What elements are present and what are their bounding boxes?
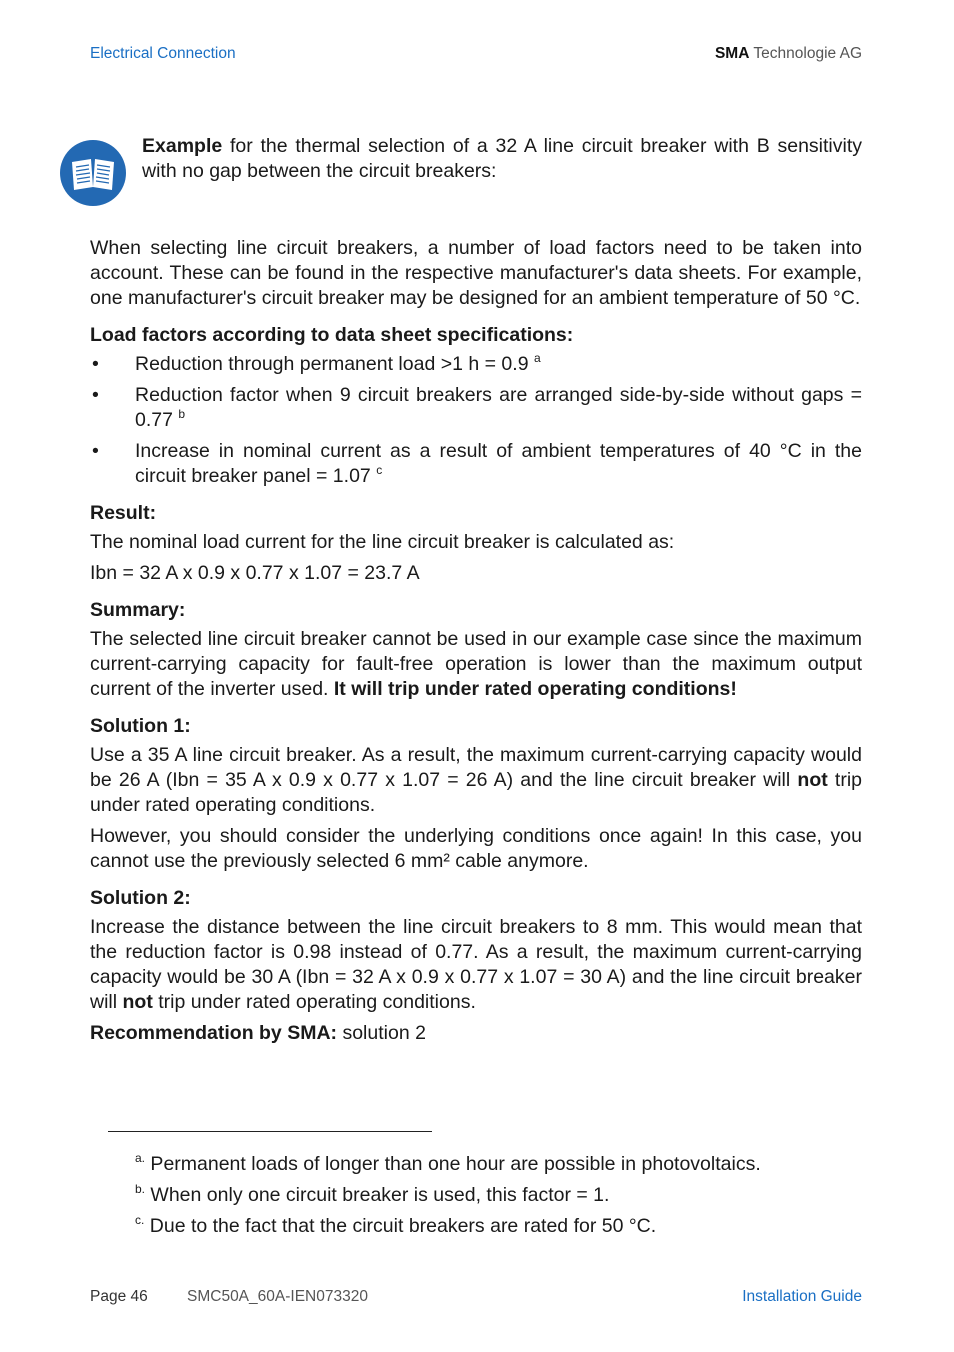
solution1-body: Use a 35 A line circuit breaker. As a result, the maximum current-carrying capacity would be 26 A (Ibn = 35 A x 0.9 x 0.77 x 1.07 = 26 A) and the line circuit breaker will <box>90 744 862 791</box>
result-text: The nominal load current for the line circuit breaker is calculated as: <box>90 531 675 553</box>
bullet: • <box>92 384 99 406</box>
book-icon <box>60 140 126 206</box>
footnote-divider <box>108 1131 432 1132</box>
footnote-ref: c <box>376 463 383 477</box>
solution2-tail: trip under rated operating conditions. <box>152 991 476 1013</box>
solution1-note: However, you should consider the underlying conditions once again! In this case, you cannot use the previously selected 6 mm² cable anymore. <box>90 825 862 872</box>
solution2-not: not <box>122 991 153 1013</box>
example-text: for the thermal selection of a 32 A line circuit breaker with B sensitivity with no gap between the circuit breakers: <box>142 135 862 182</box>
footnote-mark: a. <box>135 1151 146 1165</box>
header-company <box>715 45 862 63</box>
list-item-text: Reduction through permanent load >1 h = 0.9 <box>135 353 534 375</box>
footnote <box>135 1152 862 1177</box>
example-note <box>142 134 862 184</box>
solution1-text <box>90 743 862 818</box>
footnote-ref: b <box>178 407 186 421</box>
footnote-text: Permanent loads of longer than one hour are possible in photovoltaics. <box>145 1153 761 1175</box>
footnote <box>135 1183 862 1208</box>
footnote <box>135 1214 862 1239</box>
footnote-mark: b. <box>135 1182 146 1196</box>
footnotes <box>135 1152 862 1245</box>
footnote-text: When only one circuit breaker is used, this factor = 1. <box>145 1184 610 1206</box>
list-item-text: Reduction factor when 9 circuit breakers are arranged side-by-side without gaps = 0.77 <box>135 384 862 431</box>
solution1-not: not <box>797 769 828 791</box>
result-heading: Result: <box>90 502 157 524</box>
header-section: Electrical Connection <box>90 45 236 62</box>
solution1-tail: trip under rated operating conditions. <box>90 769 862 816</box>
result-formula: Ibn = 32 A x 0.9 x 0.77 x 1.07 = 23.7 A <box>90 562 420 584</box>
list-item <box>90 383 862 433</box>
bullet: • <box>92 440 99 462</box>
summary-heading: Summary: <box>90 599 186 621</box>
guide-title: Installation Guide <box>742 1288 862 1305</box>
summary-body: The selected line circuit breaker cannot be used in our example case since the maximum current-carrying capacity for fault-free operation is lower than the maximum output current of the inverter used. <box>90 628 862 700</box>
footnote-ref: a <box>533 351 541 365</box>
main-content <box>90 236 862 1052</box>
list-item <box>90 352 862 377</box>
recommendation-value: solution 2 <box>337 1022 426 1044</box>
header-company-name: Technologie AG <box>753 45 862 62</box>
solution2-heading: Solution 2: <box>90 887 191 909</box>
load-factors-heading: Load factors according to data sheet specifications: <box>90 324 574 346</box>
document-id: SMC50A_60A-IEN073320 <box>187 1288 368 1305</box>
summary-emphasis: It will trip under rated operating conditions! <box>333 678 737 700</box>
solution2-text <box>90 915 862 1015</box>
load-factors-list <box>90 352 862 489</box>
summary-text <box>90 627 862 702</box>
footnote-text: Due to the fact that the circuit breakers are rated for 50 °C. <box>144 1215 657 1237</box>
list-item <box>90 439 862 489</box>
solution1-heading: Solution 1: <box>90 715 191 737</box>
solution2-body: Increase the distance between the line circuit breakers to 8 mm. This would mean that the reduction factor is 0.98 instead of 0.77. As a result, the maximum current-carrying capacity would be 30 A (Ibn = 32 A x 0.9 x 0.77 x 1.07 = 30 A) and the line circuit breaker will <box>90 916 862 1013</box>
list-item-text: Increase in nominal current as a result of ambient temperatures of 40 °C in the circuit breaker panel = 1.07 <box>135 440 862 487</box>
page-number: Page 46 <box>90 1288 148 1305</box>
header-brand: SMA <box>714 45 750 62</box>
footnote-mark: c. <box>135 1213 145 1227</box>
recommendation <box>90 1021 862 1046</box>
intro-paragraph: When selecting line circuit breakers, a number of load factors need to be taken into account. These can be found in the respective manufacturer's data sheets. For example, one manufacturer's circuit breaker may be designed for an ambient temperature of 50 °C. <box>90 237 862 309</box>
recommendation-label: Recommendation by SMA: <box>90 1022 338 1044</box>
example-lead: Example <box>142 135 223 157</box>
bullet: • <box>92 353 99 375</box>
